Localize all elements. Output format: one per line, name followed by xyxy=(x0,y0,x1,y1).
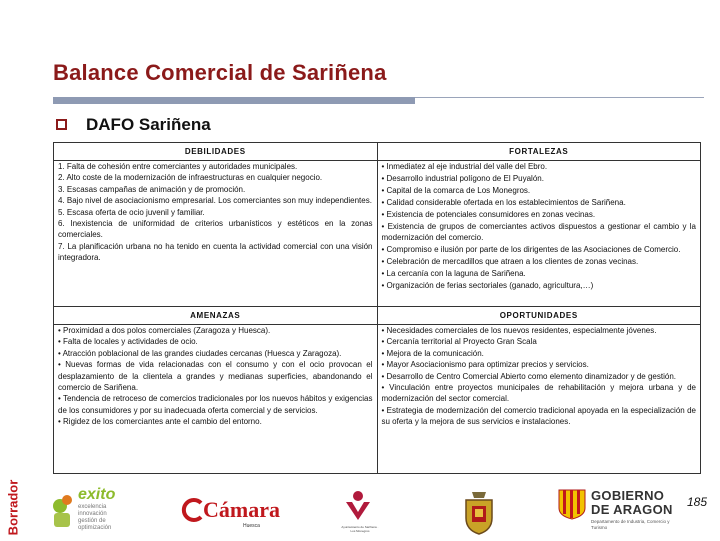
coat-of-arms-logo xyxy=(462,490,496,536)
list-item: 1. Falta de cohesión entre comerciantes y autoridades municipales. xyxy=(58,162,298,171)
list-item: • Mayor Asociacionismo para optimizar precios y servicios. xyxy=(381,360,589,370)
debilidades-header: DEBILIDADES xyxy=(54,143,378,161)
list-item: • Atracción poblacional de las grandes ciudades cercanas (Huesca y Zaragoza). xyxy=(58,348,342,358)
list-item: 3. Escasas campañas de animación y de promoción. xyxy=(58,184,246,194)
list-item: • Proximidad a dos polos comerciales (Zaragoza y Huesca). xyxy=(58,326,271,335)
exito-wordmark: exito xyxy=(78,486,116,503)
list-item: • Necesidades comerciales de los nuevos residentes, especialmente jóvenes. xyxy=(381,326,657,335)
page-number: 185 xyxy=(687,495,708,509)
list-item: • Desarrollo de Centro Comercial Abierto como elemento dinamizador y de gestión. xyxy=(381,371,676,381)
list-item: • Organización de ferias sectoriales (ganado, agricultura,…) xyxy=(381,280,594,290)
amenazas-cell xyxy=(54,325,378,474)
ayuntamiento-logo xyxy=(340,490,380,536)
list-item: • Celebración de mercadillos que atraen a los clientes de zonas vecinas. xyxy=(381,256,639,266)
title-accent-bar xyxy=(53,97,415,104)
list-item: • Compromiso e ilusión por parte de los dirigentes de las Asociaciones de Comercio. xyxy=(381,244,681,254)
draft-watermark xyxy=(2,478,24,540)
list-item: • Cercanía territorial al Proyecto Gran Scala xyxy=(381,337,537,347)
list-item: • Desarrollo industrial polígono de El Puyalón. xyxy=(381,173,544,183)
slide-title: Balance Comercial de Sariñena xyxy=(53,60,387,85)
amenazas-header: AMENAZAS xyxy=(54,307,378,325)
list-item: • Estrategia de modernización del comercio tradicional apoyada en la especialización de su oferta y la mejora de sus servicios e instalaciones. xyxy=(381,405,696,427)
list-item: • Tendencia de retroceso de comercios tradicionales por los nuevos hábitos y exigencias de los consumidores y por su inadecuada oferta comercial y de servicios. xyxy=(58,394,373,415)
list-item: • Rigidez de los comerciantes ante el cambio del entorno. xyxy=(58,417,262,427)
exito-tagline: excelencia innovación gestión de optimización xyxy=(78,504,112,531)
list-item: 6. Inexistencia de uniformidad de criterios urbanísticos y estéticos en la zonas comerciales. xyxy=(58,219,373,240)
gobierno-line1: GOBIERNO xyxy=(591,488,665,503)
list-item: 7. La planificación urbana no ha tenido en cuenta la actividad comercial con una visión integradora. xyxy=(58,241,373,263)
camara-symbol-icon xyxy=(181,498,205,522)
dafo-table xyxy=(53,142,701,474)
list-item: • Mejora de la comunicación. xyxy=(381,348,484,358)
debilidades-cell xyxy=(54,161,378,307)
fortalezas-cell xyxy=(377,161,701,307)
list-item: • La cercanía con la laguna de Sariñena. xyxy=(381,268,526,278)
list-item: 5. Escasa oferta de ocio juvenil y familiar. xyxy=(58,207,205,217)
list-item: • Capital de la comarca de Los Monegros. xyxy=(381,185,531,195)
ayuntamiento-caption: Ayuntamiento de Sariñena · Los Monegros xyxy=(341,525,379,533)
list-item: • Calidad considerable ofertada en los establecimientos de Sariñena. xyxy=(381,197,626,207)
list-item: • Inmediatez al eje industrial del valle del Ebro. xyxy=(381,162,548,171)
list-item: • Vinculación entre proyectos municipales de rehabilitación y mejora urbana y de modernización del sector comercial. xyxy=(381,383,696,404)
section-subtitle: DAFO Sariñena xyxy=(86,115,211,134)
list-item: • Falta de locales y actividades de ocio. xyxy=(58,337,198,347)
ayuntamiento-emblem-icon xyxy=(340,490,376,524)
draft-label: Borrador xyxy=(5,479,21,536)
list-item: • Nuevas formas de vida relacionadas con el consumo y con el ocio provocan el desplazamiento de la clientela a grandes y medianas superficies, abandonando el comercio de Sariñena. xyxy=(58,360,373,393)
exito-logo xyxy=(48,486,152,536)
fortalezas-header: FORTALEZAS xyxy=(377,143,701,161)
square-bullet-icon xyxy=(56,119,67,130)
list-item: • Existencia de potenciales consumidores en zonas vecinas. xyxy=(381,209,596,219)
gobierno-aragon-logo xyxy=(557,488,673,536)
camara-logo xyxy=(181,495,281,535)
camara-sub: Huesca xyxy=(243,523,260,529)
coat-of-arms-icon xyxy=(462,490,496,536)
gobierno-department: Departamento de Industria, Comercio y Turismo xyxy=(591,519,670,530)
list-item: 2. Alto coste de la modernización de infraestructuras en cualquier negocio. xyxy=(58,173,323,183)
list-item: • Existencia de grupos de comerciantes activos dispuestos a gestionar el cambio y la modernización del comercio. xyxy=(381,221,696,242)
camara-wordmark: Cámara xyxy=(203,497,280,522)
gobierno-line2: DE ARAGON xyxy=(591,502,673,517)
oportunidades-cell xyxy=(377,325,701,474)
aragon-shield-icon xyxy=(557,488,587,520)
oportunidades-header: OPORTUNIDADES xyxy=(377,307,701,325)
list-item: 4. Bajo nivel de asociacionismo empresarial. Los comerciantes son muy independientes. xyxy=(58,196,372,206)
